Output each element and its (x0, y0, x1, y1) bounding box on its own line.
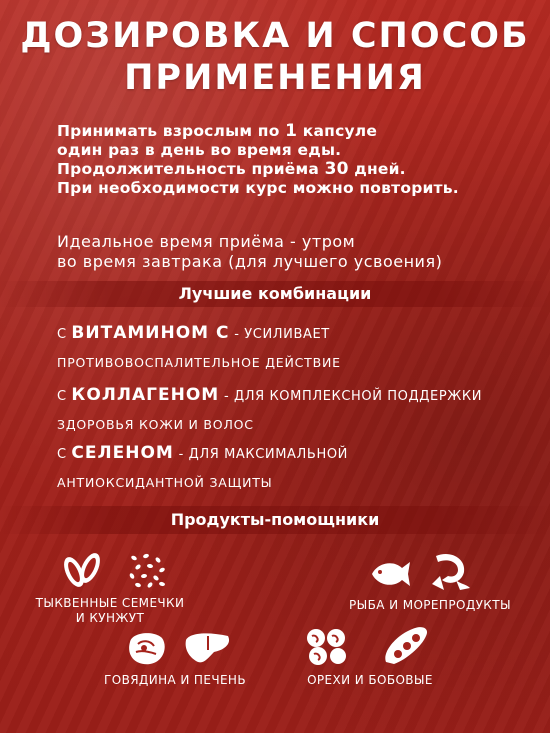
sesame-icon (126, 552, 168, 590)
liver-icon (184, 630, 232, 666)
dosage-line-3: Продолжительность приёма 30 дней. (57, 159, 406, 179)
seeds-icon (60, 548, 106, 590)
page-title-line-1: ДОЗИРОВКА И СПОСОБ (20, 16, 530, 56)
fish-icon (368, 556, 412, 592)
peas-icon (380, 622, 432, 668)
beef-icon (124, 628, 168, 668)
shrimp-icon (426, 550, 472, 594)
dosage-line-2: один раз в день во время еды. (57, 141, 342, 159)
combination-name: ВИТАМИНОМ С (71, 323, 230, 343)
nuts-icon (304, 626, 350, 668)
combination-item-selenium: С СЕЛЕНОМ - ДЛЯ МАКСИМАЛЬНОЙ АНТИОКСИДАНТНОЙ ЗАЩИТЫ (57, 443, 348, 490)
page-title-line-2: ПРИМЕНЕНИЯ (124, 58, 426, 98)
product-label-nuts: ОРЕХИ И БОБОВЫЕ (307, 673, 433, 687)
products-heading: Продукты-помощники (0, 506, 550, 534)
combination-name: СЕЛЕНОМ (71, 443, 174, 463)
combination-item-vitamin-c: С ВИТАМИНОМ С - УСИЛИВАЕТ ПРОТИВОВОСПАЛИТЕЛЬНОЕ ДЕЙСТВИЕ (57, 323, 341, 370)
product-label-seeds: ТЫКВЕННЫЕ СЕМЕЧКИ И КУНЖУТ (35, 596, 185, 625)
ideal-line-1: Идеальное время приёма - утром (57, 232, 356, 251)
dosage-line-4: При необходимости курс можно повторить. (57, 179, 459, 197)
product-label-fish: РЫБА И МОРЕПРОДУКТЫ (349, 598, 511, 612)
combinations-heading: Лучшие комбинации (0, 281, 550, 307)
combination-name: КОЛЛАГЕНОМ (71, 385, 220, 405)
product-label-beef: ГОВЯДИНА И ПЕЧЕНЬ (104, 673, 246, 687)
dosage-text (57, 122, 459, 198)
combination-item-collagen: С КОЛЛАГЕНОМ - ДЛЯ КОМПЛЕКСНОЙ ПОДДЕРЖКИ ЗДОРОВЬЯ КОЖИ И ВОЛОС (57, 385, 483, 432)
ideal-time-text (57, 232, 442, 272)
ideal-line-2: во время завтрака (для лучшего усвоения) (57, 252, 443, 271)
dosage-line-1: Принимать взрослым по 1 капсуле (57, 121, 378, 141)
